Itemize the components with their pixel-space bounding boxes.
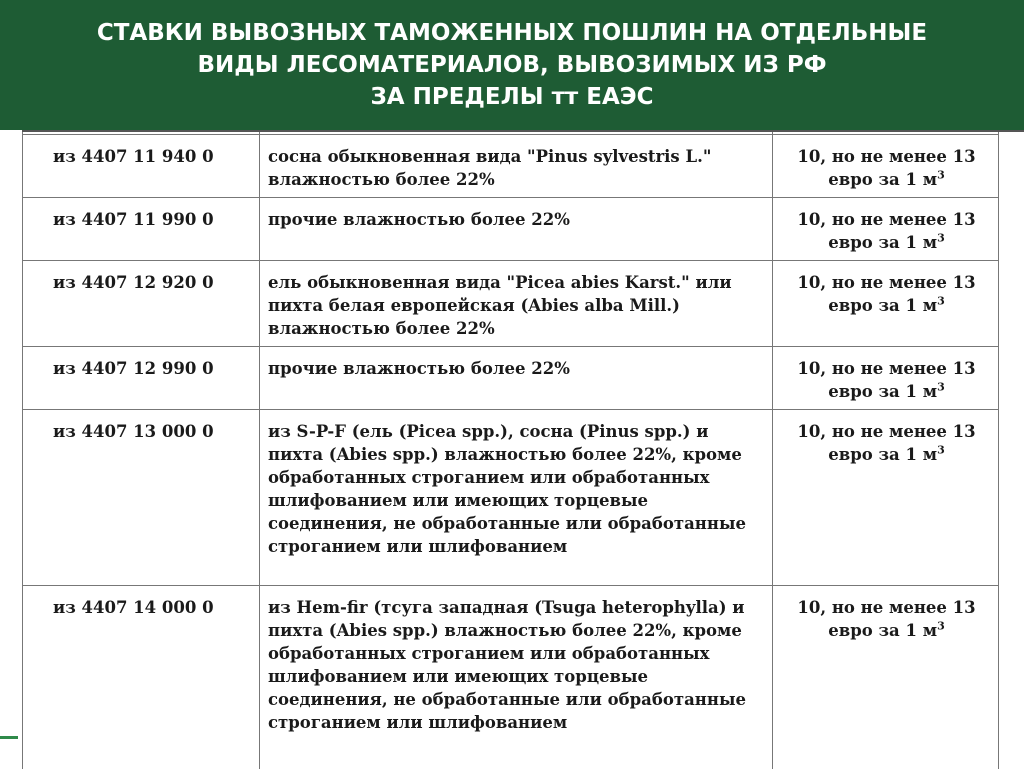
rate-unit: евро за 1 м [828,233,937,252]
description-cell: ель обыкновенная вида "Picea abies Karst." или пихта белая европейская (Abies alba Mill.) влажностью более 22% [260,261,773,347]
rate-line-2 [781,619,992,642]
rate-cell [773,261,999,347]
duty-rates-table [22,132,999,769]
tariff-code-cell: из 4407 13 000 0 [23,410,260,586]
slide-title-line-2: ВИДЫ ЛЕСОМАТЕРИАЛОВ, ВЫВОЗИМЫХ ИЗ РФ [197,49,826,81]
rate-cell [773,410,999,586]
rate-unit: евро за 1 м [828,170,937,189]
slide-title-line-3: ЗА ПРЕДЕЛЫ тт ЕАЭС [370,81,653,113]
accent-rule [0,736,18,739]
rate-line-1: 10, но не менее 13 [781,271,992,294]
rate-line-1: 10, но не менее 13 [781,420,992,443]
rate-cell [773,135,999,198]
tariff-code-cell: из 4407 12 920 0 [23,261,260,347]
rate-line-2 [781,380,992,403]
rate-unit: евро за 1 м [828,621,937,640]
tariff-code-cell: из 4407 12 990 0 [23,347,260,410]
rate-line-2 [781,443,992,466]
rate-line-2 [781,168,992,191]
rate-unit-exponent: 3 [937,444,945,457]
table-row [23,261,999,347]
rate-line-1: 10, но не менее 13 [781,145,992,168]
table-row [23,198,999,261]
document-scan [22,130,1024,769]
rate-line-1: 10, но не менее 13 [781,208,992,231]
rate-cell [773,347,999,410]
rate-line-2 [781,294,992,317]
table-row [23,135,999,198]
table-row [23,586,999,769]
table-row [23,410,999,586]
rate-unit: евро за 1 м [828,445,937,464]
rate-unit-exponent: 3 [937,381,945,394]
rate-line-1: 10, но не менее 13 [781,596,992,619]
slide-title-banner [0,0,1024,130]
description-cell: из Hem-fir (тсуга западная (Tsuga heterophylla) и пихта (Abies spp.) влажностью более 22%, кроме обработанных строганием или обработанных шлифованием или имеющих торцевые соединения, не обработанные или обработанные строганием или шлифованием [260,586,773,769]
slide-title-line-1: СТАВКИ ВЫВОЗНЫХ ТАМОЖЕННЫХ ПОШЛИН НА ОТДЕЛЬНЫЕ [97,17,927,49]
description-cell: сосна обыкновенная вида "Pinus sylvestris L." влажностью более 22% [260,135,773,198]
table-row [23,347,999,410]
tariff-code-cell: из 4407 14 000 0 [23,586,260,769]
rate-unit-exponent: 3 [937,232,945,245]
tariff-code-cell: из 4407 11 940 0 [23,135,260,198]
rate-cell [773,198,999,261]
rate-cell [773,586,999,769]
rate-unit: евро за 1 м [828,382,937,401]
rate-line-2 [781,231,992,254]
rate-unit-exponent: 3 [937,295,945,308]
rate-unit-exponent: 3 [937,169,945,182]
description-cell: прочие влажностью более 22% [260,198,773,261]
rate-unit: евро за 1 м [828,296,937,315]
description-cell: из S-P-F (ель (Picea spp.), сосна (Pinus spp.) и пихта (Abies spp.) влажностью более 22%, кроме обработанных строганием или обработанных шлифованием или имеющих торцевые соединения, не обработанные или обработанные строганием или шлифованием [260,410,773,586]
rate-line-1: 10, но не менее 13 [781,357,992,380]
tariff-code-cell: из 4407 11 990 0 [23,198,260,261]
rate-unit-exponent: 3 [937,620,945,633]
description-cell: прочие влажностью более 22% [260,347,773,410]
